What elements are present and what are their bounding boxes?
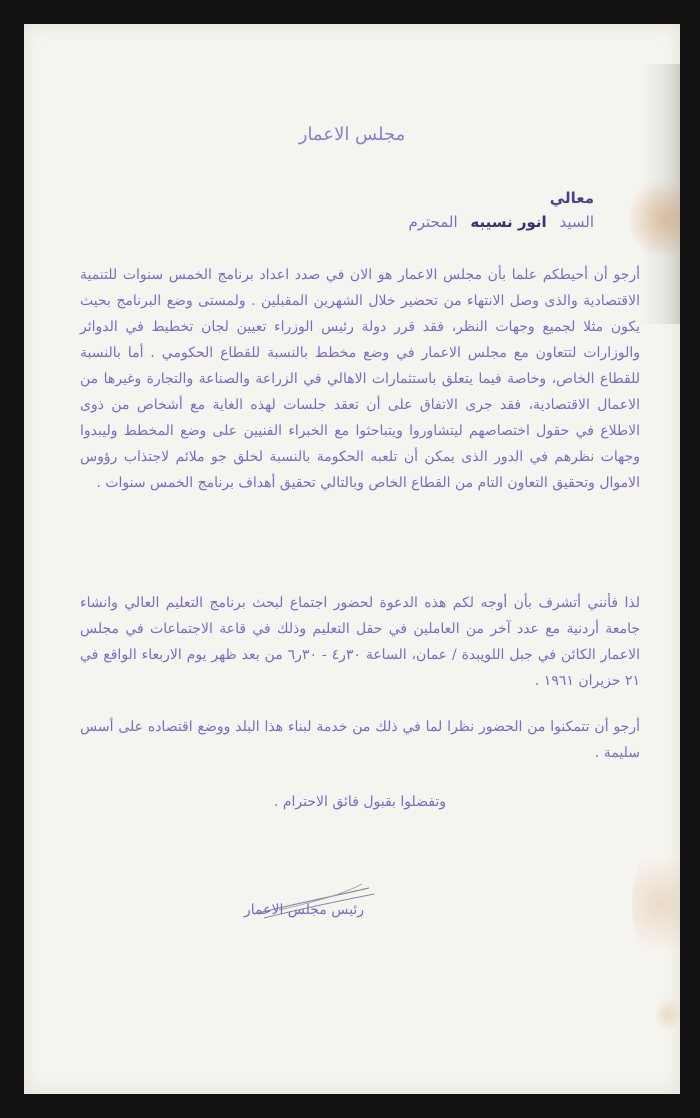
signature-title: رئيس مجلس الاعمار — [244, 902, 364, 918]
paragraph-request: أرجو أن تتمكنوا من الحضور نظرا لما في ذلك من خدمة لبناء هذا البلد ووضع اقتصاده على أسس سليمة . — [80, 719, 640, 761]
addressee-block — [134, 189, 594, 249]
paragraph-intro: أرجو أن أحيطكم علما بأن مجلس الاعمار هو الان في صدد اعداد برنامج الخمس سنوات للتنمية الاقتصادية والذى وصل الانتهاء من تحضير خلال الشهرين المقبلين . ولمستى وضع البرنامج بحيث يكون مثلا لجميع وجهات النظر، فقد قرر دولة رئيس الوزراء تعيين لجان تخطيط في الدوائر والوزارات لتتعاون مع مجلس الاعمار في وضع مخطط بالنسبة للقطاع الحكومي . أما بالنسبة للقطاع الخاص، وخاصة فيما يتعلق باستثمارات الاهالي في الزراعة والصناعة والتجارة وغيرها من الاعمال الاقتصادية، فقد جرى الاتفاق على أن تعقد جلسات لهذه الغاية مع أشخاص من ذوى الاطلاع في حقول اختصاصهم ليتشاوروا ويتباحثوا مع الخبراء الفنيين على وضع المخطط وليبدوا وجهات نظرهم في الدور الذى يمكن أن تلعبه الحكومة بالنسبة لخلق جو ملائم لاجتذاب رؤوس الاموال وتحقيق التعاون التام من القطاع الخاص وبالتالي تحقيق أهداف برنامج الخمس سنوات . — [80, 267, 640, 491]
age-stain — [656, 994, 680, 1034]
letter-page — [24, 24, 680, 1094]
paper-fold-shadow — [640, 64, 680, 324]
paragraph-invitation: لذا فأنني أتشرف بأن أوجه لكم هذه الدعوة لحضور اجتماع لبحث برنامج التعليم العالي وانشاء جامعة أردنية مع عدد آخر من العاملين في حقل التعليم وذلك في قاعة الاجتماعات في مجلس الاعمار الكائن في جبل اللويبدة / عمان، الساعة ٣٠ر٤ - ٣٠ر٦ من بعد ظهر يوم الاربعاء الواقع في ٢١ حزيران ١٩٦١ . — [80, 595, 640, 689]
addressee-name: انور نسيبه — [470, 213, 547, 231]
letterhead-title: مجلس الاعمار — [298, 124, 406, 145]
age-stain — [632, 844, 680, 964]
addressee-suffix: المحترم — [408, 213, 458, 231]
addressee-label: السيد — [559, 213, 594, 231]
addressee-line — [408, 213, 594, 231]
closing-line: وتفضلوا بقبول فائق الاحترام . — [273, 794, 447, 810]
honorific: معالي — [549, 189, 594, 207]
